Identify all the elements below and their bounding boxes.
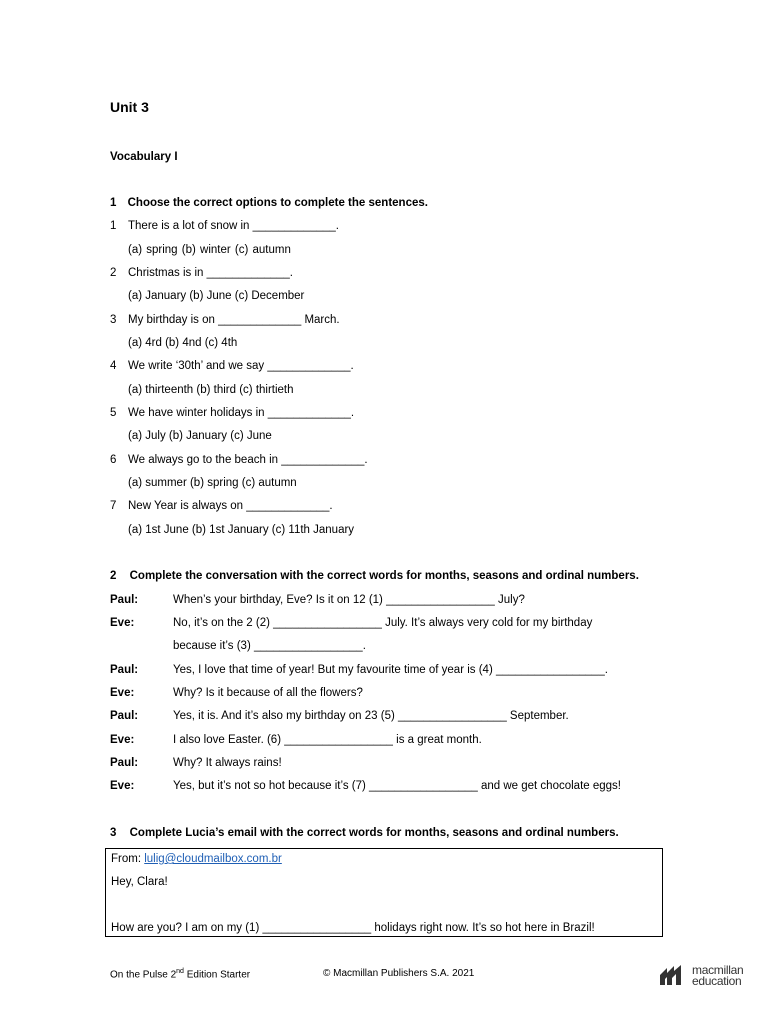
speaker-label: Eve:: [110, 617, 135, 629]
exercise-3-instruction: Complete Lucia’s email with the correct words for months, seasons and ordinal numbers.: [129, 827, 619, 839]
exercise-3-heading: [110, 827, 619, 839]
speaker-label: Paul:: [110, 594, 139, 606]
exercise-1-instruction: Choose the correct options to complete the sentences.: [127, 197, 428, 209]
dialogue-line: Yes, but it’s not so hot because it’s (7) _________________ and we get chocolate eggs!: [173, 780, 621, 792]
email-greeting: Hey, Clara!: [111, 876, 168, 888]
dialogue-line: Why? It always rains!: [173, 757, 282, 769]
item-sentence: Christmas is in _____________.: [128, 267, 293, 279]
footer-book-prefix: On the Pulse 2: [110, 969, 177, 981]
item-options: (a) summer (b) spring (c) autumn: [128, 477, 297, 489]
dialogue-line: No, it’s on the 2 (2) _________________ July. It’s always very cold for my birthday: [173, 617, 593, 629]
item-sentence: We have winter holidays in _____________.: [128, 407, 355, 419]
item-sentence: We write ‘30th’ and we say _____________.: [128, 360, 354, 372]
logo-word-1: macmillan: [692, 963, 744, 977]
footer-book-title: [110, 968, 250, 980]
dialogue-line: Yes, I love that time of year! But my favourite time of year is (4) _________________.: [173, 664, 608, 676]
dialogue-line: When’s your birthday, Eve? Is it on 12 (1) _________________ July?: [173, 594, 525, 606]
item-options: (a) thirteenth (b) third (c) thirtieth: [128, 384, 294, 396]
item-sentence: New Year is always on _____________.: [128, 500, 333, 512]
speaker-label: Paul:: [110, 664, 139, 676]
exercise-2-heading: [110, 570, 639, 582]
email-address-link[interactable]: lulig@cloudmailbox.com.br: [144, 853, 282, 865]
footer-book-sup: nd: [176, 968, 184, 975]
exercise-2-instruction: Complete the conversation with the correct words for months, seasons and ordinal numbers.: [129, 570, 639, 582]
exercise-1-heading: [110, 197, 428, 209]
section-title: Vocabulary I: [110, 151, 178, 163]
email-from-label: From:: [111, 853, 145, 865]
item-sentence: My birthday is on _____________ March.: [128, 314, 340, 326]
item-number: 3: [110, 314, 117, 326]
item-number: 7: [110, 500, 117, 512]
item-options: (a) July (b) January (c) June: [128, 430, 272, 442]
speaker-label: Paul:: [110, 710, 139, 722]
dialogue-line: Why? Is it because of all the flowers?: [173, 687, 363, 699]
item-number: 4: [110, 360, 117, 372]
item-options: (a) January (b) June (c) December: [128, 290, 305, 302]
exercise-1-number: 1: [110, 197, 117, 209]
exercise-2-number: 2: [110, 570, 117, 582]
footer-book-suffix: Edition Starter: [183, 969, 251, 981]
item-options: (a) spring (b) winter (c) autumn: [128, 244, 291, 256]
item-options: (a) 4rd (b) 4nd (c) 4th: [128, 337, 238, 349]
item-number: 6: [110, 454, 117, 466]
dialogue-line: because it’s (3) _________________.: [173, 640, 366, 652]
unit-title: Unit 3: [110, 99, 149, 115]
speaker-label: Paul:: [110, 757, 139, 769]
exercise-3-number: 3: [110, 827, 117, 839]
email-box: [105, 848, 663, 937]
footer-copyright: © Macmillan Publishers S.A. 2021: [323, 968, 475, 979]
speaker-label: Eve:: [110, 734, 135, 746]
dialogue-line: I also love Easter. (6) _________________ is a great month.: [173, 734, 482, 746]
logo-word-2: education: [692, 974, 742, 988]
email-from-row: [111, 853, 282, 865]
item-sentence: We always go to the beach in _____________.: [128, 454, 368, 466]
item-options: (a) 1st June (b) 1st January (c) 11th January: [128, 524, 355, 536]
item-number: 2: [110, 267, 117, 279]
item-sentence: There is a lot of snow in _____________.: [128, 220, 339, 232]
macmillan-logo-icon: [660, 965, 688, 985]
item-number: 5: [110, 407, 117, 419]
dialogue-line: Yes, it is. And it’s also my birthday on 23 (5) _________________ September.: [173, 710, 569, 722]
item-number: 1: [110, 220, 117, 232]
email-body: How are you? I am on my (1) _________________ holidays right now. It’s so hot here in Brazil!: [111, 922, 595, 934]
speaker-label: Eve:: [110, 687, 135, 699]
speaker-label: Eve:: [110, 780, 135, 792]
